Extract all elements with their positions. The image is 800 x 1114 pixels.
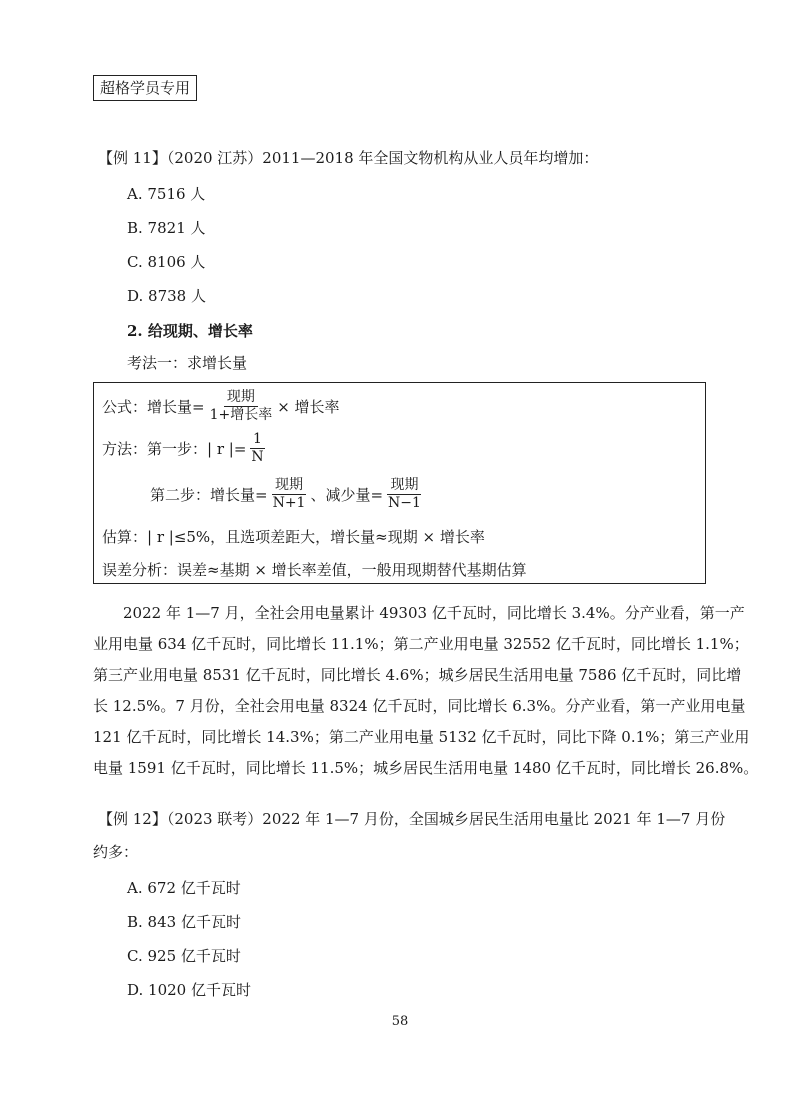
material-line: 第三产业用电量 8531 亿千瓦时，同比增长 4.6%；城乡居民生活用电量 7586 亿千瓦时，同比增 [93, 666, 742, 684]
material-line: 业用电量 634 亿千瓦时，同比增长 11.1%；第二产业用电量 32552 亿千瓦时，同比增长 1.1%； [93, 635, 749, 653]
step2-numerator-1: 现期 [272, 477, 306, 495]
material-line: 电量 1591 亿千瓦时，同比增长 11.5%；城乡居民生活用电量 1480 亿千瓦时，同比增长 26.8%。 [93, 759, 759, 777]
step1-fraction [248, 431, 266, 466]
example-11-option-d: D. 8738 人 [127, 287, 206, 305]
example-12-question-line2: 约多： [93, 843, 139, 861]
method-step1-label: 方法：第一步：| r |= [102, 440, 247, 458]
step1-numerator: 1 [250, 431, 265, 449]
formula-denominator: 1+增长率 [209, 407, 273, 423]
step1-denominator: N [251, 449, 264, 465]
material-line: 121 亿千瓦时，同比增长 14.3%；第二产业用电量 5132 亿千瓦时，同比下降 0.1%；第三产业用 [93, 728, 750, 746]
example-12-option-d: D. 1020 亿千瓦时 [127, 981, 251, 999]
step2-middle: 、减少量= [310, 486, 384, 504]
example-11-option-a: A. 7516 人 [127, 185, 206, 203]
step2-fraction-decrease [385, 477, 424, 512]
method-step2-row [150, 477, 426, 512]
material-paragraph [93, 598, 759, 784]
formula-box [93, 382, 706, 584]
step2-numerator-2: 现期 [387, 477, 421, 495]
formula-numerator: 现期 [224, 389, 258, 407]
page-number: 58 [391, 1014, 409, 1029]
example-11-option-c: C. 8106 人 [127, 253, 206, 271]
example-11-option-b: B. 7821 人 [127, 219, 206, 237]
step2-fraction-increase [270, 477, 309, 512]
error-analysis-line: 误差分析：误差≈基期 × 增长率差值，一般用现期替代基期估算 [102, 561, 527, 579]
step2-denominator-1: N+1 [272, 495, 306, 511]
estimate-line: 估算：| r |≤5%，且选项差距大，增长量≈现期 × 增长率 [102, 528, 485, 546]
formula-fraction [207, 389, 276, 424]
example-12-option-a: A. 672 亿千瓦时 [127, 879, 241, 897]
formula-label: 公式：增长量= [102, 398, 205, 416]
example-12-option-c: C. 925 亿千瓦时 [127, 947, 241, 965]
watermark-stamp: 超格学员专用 [93, 75, 197, 101]
example-11-question: 【例 11】（2020 江苏）2011—2018 年全国文物机构从业人员年均增加： [98, 149, 599, 167]
method-step1-row [102, 431, 269, 466]
section-heading: 2. 给现期、增长率 [127, 322, 253, 340]
formula-tail: × 增长率 [277, 398, 340, 416]
method-heading: 考法一：求增长量 [127, 354, 248, 372]
formula-row [102, 389, 340, 424]
example-12-question-line1: 【例 12】（2023 联考）2022 年 1—7 月份，全国城乡居民生活用电量比 2021 年 1—7 月份 [98, 810, 726, 828]
material-line: 长 12.5%。7 月份，全社会用电量 8324 亿千瓦时，同比增长 6.3%。分产业看，第一产业用电量 [93, 697, 746, 715]
material-line: 2022 年 1—7 月，全社会用电量累计 49303 亿千瓦时，同比增长 3.4%。分产业看，第一产 [93, 604, 745, 622]
step2-denominator-2: N−1 [388, 495, 421, 511]
step2-label: 第二步：增长量= [150, 486, 268, 504]
example-12-option-b: B. 843 亿千瓦时 [127, 913, 241, 931]
